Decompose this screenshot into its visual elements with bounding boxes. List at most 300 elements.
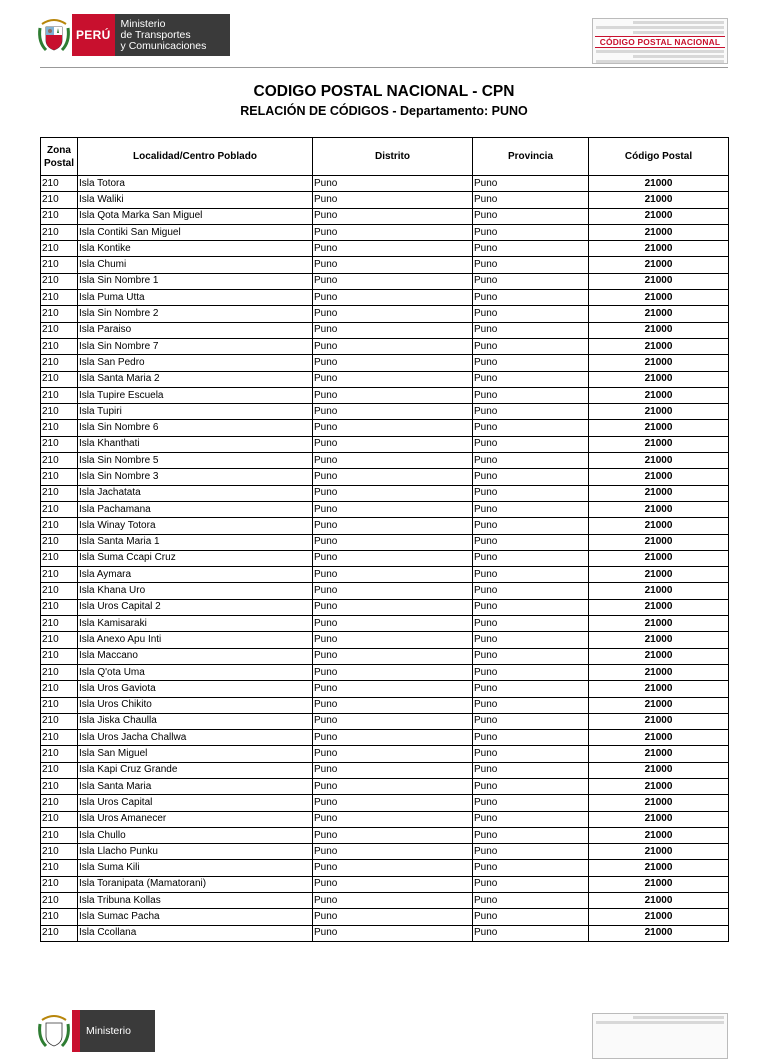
cell-codigo-postal: 21000 [589,811,729,827]
cell-provincia: Puno [473,192,589,208]
cell-distrito: Puno [313,599,473,615]
cell-distrito: Puno [313,713,473,729]
cell-distrito: Puno [313,664,473,680]
document-title: CODIGO POSTAL NACIONAL - CPN [253,83,515,100]
cell-distrito: Puno [313,876,473,892]
cell-provincia: Puno [473,632,589,648]
postal-code-table [40,137,729,942]
table-row [41,893,729,909]
cell-distrito: Puno [313,697,473,713]
cell-localidad: Isla San Pedro [78,355,313,371]
table-row [41,322,729,338]
cell-provincia: Puno [473,485,589,501]
cell-zona-postal: 210 [41,746,78,762]
cell-zona-postal: 210 [41,860,78,876]
cell-localidad: Isla Paraiso [78,322,313,338]
cell-codigo-postal: 21000 [589,876,729,892]
cell-localidad: Isla Santa Maria 2 [78,371,313,387]
cell-zona-postal: 210 [41,355,78,371]
cell-provincia: Puno [473,795,589,811]
cell-codigo-postal: 21000 [589,257,729,273]
cell-zona-postal: 210 [41,322,78,338]
cell-zona-postal: 210 [41,795,78,811]
cell-zona-postal: 210 [41,567,78,583]
table-row [41,306,729,322]
ministry-name-line: Ministerio [86,1024,131,1037]
cell-codigo-postal: 21000 [589,534,729,550]
table-row [41,355,729,371]
cell-provincia: Puno [473,599,589,615]
cell-distrito: Puno [313,860,473,876]
table-row [41,453,729,469]
next-page-header [0,1004,768,1037]
cell-distrito: Puno [313,501,473,517]
cell-distrito: Puno [313,534,473,550]
cell-localidad: Isla Sin Nombre 3 [78,469,313,485]
cell-localidad: Isla Sumac Pacha [78,909,313,925]
cell-codigo-postal: 21000 [589,893,729,909]
table-row [41,273,729,289]
cell-provincia: Puno [473,746,589,762]
cell-codigo-postal: 21000 [589,322,729,338]
cell-localidad: Isla Pachamana [78,501,313,517]
cell-distrito: Puno [313,224,473,240]
cell-codigo-postal: 21000 [589,713,729,729]
table-row [41,697,729,713]
table-row [41,778,729,794]
cell-provincia: Puno [473,241,589,257]
cell-codigo-postal: 21000 [589,387,729,403]
cell-provincia: Puno [473,534,589,550]
cell-zona-postal: 210 [41,697,78,713]
cell-distrito: Puno [313,616,473,632]
table-row [41,290,729,306]
cell-localidad: Isla Tupiri [78,404,313,420]
cell-codigo-postal: 21000 [589,681,729,697]
cell-zona-postal: 210 [41,371,78,387]
cell-distrito: Puno [313,583,473,599]
cell-codigo-postal: 21000 [589,550,729,566]
table-row [41,534,729,550]
cell-provincia: Puno [473,176,589,192]
cell-provincia: Puno [473,778,589,794]
cell-localidad: Isla Kamisaraki [78,616,313,632]
cell-localidad: Isla Sin Nombre 7 [78,338,313,354]
table-row [41,632,729,648]
column-header-localidad: Localidad/Centro Poblado [78,138,313,176]
table-row [41,730,729,746]
cell-zona-postal: 210 [41,893,78,909]
cell-provincia: Puno [473,583,589,599]
cell-codigo-postal: 21000 [589,371,729,387]
table-row [41,664,729,680]
cell-codigo-postal: 21000 [589,664,729,680]
cell-codigo-postal: 21000 [589,306,729,322]
table-row [41,925,729,941]
ministry-name [80,1010,155,1052]
cell-codigo-postal: 21000 [589,762,729,778]
country-label: PERÚ [72,14,115,56]
cell-provincia: Puno [473,713,589,729]
header-divider [40,67,728,68]
cell-zona-postal: 210 [41,420,78,436]
cell-zona-postal: 210 [41,616,78,632]
cell-localidad: Isla Santa Maria 1 [78,534,313,550]
column-header-codigo-postal: Código Postal [589,138,729,176]
cell-distrito: Puno [313,567,473,583]
table-row [41,827,729,843]
cell-provincia: Puno [473,925,589,941]
table-row [41,599,729,615]
cell-provincia: Puno [473,616,589,632]
cell-distrito: Puno [313,730,473,746]
cell-codigo-postal: 21000 [589,192,729,208]
cell-localidad: Isla Ccollana [78,925,313,941]
cell-zona-postal: 210 [41,257,78,273]
cell-zona-postal: 210 [41,241,78,257]
cell-localidad: Isla Totora [78,176,313,192]
cell-zona-postal: 210 [41,338,78,354]
cell-codigo-postal: 21000 [589,616,729,632]
cell-codigo-postal: 21000 [589,338,729,354]
cell-localidad: Isla Waliki [78,192,313,208]
cell-provincia: Puno [473,697,589,713]
table-row [41,501,729,517]
table-row [41,909,729,925]
cell-distrito: Puno [313,338,473,354]
table-row [41,583,729,599]
cell-codigo-postal: 21000 [589,778,729,794]
cell-distrito: Puno [313,778,473,794]
cell-zona-postal: 210 [41,599,78,615]
cell-localidad: Isla Jachatata [78,485,313,501]
cell-distrito: Puno [313,306,473,322]
cell-localidad: Isla Winay Totora [78,518,313,534]
ministry-name-line: y Comunicaciones [120,39,207,52]
cell-codigo-postal: 21000 [589,795,729,811]
cell-zona-postal: 210 [41,290,78,306]
cell-zona-postal: 210 [41,469,78,485]
cell-distrito: Puno [313,746,473,762]
cell-codigo-postal: 21000 [589,925,729,941]
cell-codigo-postal: 21000 [589,273,729,289]
cell-codigo-postal: 21000 [589,224,729,240]
cell-provincia: Puno [473,420,589,436]
table-row [41,371,729,387]
cell-localidad: Isla Toranipata (Mamatorani) [78,876,313,892]
cell-zona-postal: 210 [41,453,78,469]
cell-codigo-postal: 21000 [589,746,729,762]
cell-codigo-postal: 21000 [589,827,729,843]
table-row [41,616,729,632]
cell-localidad: Isla Khanthati [78,436,313,452]
table-row [41,208,729,224]
cell-codigo-postal: 21000 [589,469,729,485]
cell-codigo-postal: 21000 [589,436,729,452]
column-header-distrito: Distrito [313,138,473,176]
cell-provincia: Puno [473,501,589,517]
cell-zona-postal: 210 [41,681,78,697]
cell-localidad: Isla Q'ota Uma [78,664,313,680]
cell-distrito: Puno [313,436,473,452]
cell-codigo-postal: 21000 [589,583,729,599]
cell-zona-postal: 210 [41,844,78,860]
table-row [41,648,729,664]
cell-zona-postal: 210 [41,550,78,566]
cell-zona-postal: 210 [41,306,78,322]
cell-provincia: Puno [473,404,589,420]
cell-provincia: Puno [473,453,589,469]
cell-zona-postal: 210 [41,827,78,843]
cell-distrito: Puno [313,844,473,860]
cell-provincia: Puno [473,811,589,827]
cell-localidad: Isla Tupire Escuela [78,387,313,403]
table-row [41,876,729,892]
cell-localidad: Isla Sin Nombre 1 [78,273,313,289]
cell-provincia: Puno [473,306,589,322]
cell-distrito: Puno [313,893,473,909]
cell-zona-postal: 210 [41,583,78,599]
cell-distrito: Puno [313,632,473,648]
cell-localidad: Isla Maccano [78,648,313,664]
table-row [41,795,729,811]
table-row [41,518,729,534]
cell-codigo-postal: 21000 [589,518,729,534]
cell-zona-postal: 210 [41,192,78,208]
cell-localidad: Isla Khana Uro [78,583,313,599]
cell-codigo-postal: 21000 [589,208,729,224]
cell-provincia: Puno [473,518,589,534]
cell-localidad: Isla Chumi [78,257,313,273]
cell-localidad: Isla Llacho Punku [78,844,313,860]
cell-provincia: Puno [473,355,589,371]
cell-distrito: Puno [313,208,473,224]
cell-provincia: Puno [473,208,589,224]
cell-zona-postal: 210 [41,648,78,664]
cell-distrito: Puno [313,795,473,811]
column-header-provincia: Provincia [473,138,589,176]
cpn-stamp [592,1013,728,1059]
cell-codigo-postal: 21000 [589,420,729,436]
cell-codigo-postal: 21000 [589,241,729,257]
cell-provincia: Puno [473,909,589,925]
cell-provincia: Puno [473,827,589,843]
cpn-stamp-label: CÓDIGO POSTAL NACIONAL [595,36,725,48]
cell-localidad: Isla Sin Nombre 6 [78,420,313,436]
cell-codigo-postal: 21000 [589,290,729,306]
table-row [41,746,729,762]
ministry-logo [36,1010,155,1052]
cell-localidad: Isla Qota Marka San Miguel [78,208,313,224]
document-subtitle: RELACIÓN DE CÓDIGOS - Departamento: PUNO [240,104,528,118]
cell-zona-postal: 210 [41,664,78,680]
cell-zona-postal: 210 [41,518,78,534]
cell-zona-postal: 210 [41,436,78,452]
cell-codigo-postal: 21000 [589,632,729,648]
cell-localidad: Isla Uros Capital [78,795,313,811]
cell-distrito: Puno [313,322,473,338]
table-row [41,420,729,436]
table-row [41,176,729,192]
table-row [41,338,729,354]
cell-distrito: Puno [313,420,473,436]
cell-provincia: Puno [473,876,589,892]
cell-localidad: Isla Santa Maria [78,778,313,794]
table-row [41,762,729,778]
cell-codigo-postal: 21000 [589,453,729,469]
cell-zona-postal: 210 [41,534,78,550]
cell-codigo-postal: 21000 [589,501,729,517]
cell-codigo-postal: 21000 [589,730,729,746]
ministry-name-line: de Transportes [120,28,191,41]
cell-provincia: Puno [473,257,589,273]
cell-codigo-postal: 21000 [589,355,729,371]
cell-codigo-postal: 21000 [589,567,729,583]
cell-zona-postal: 210 [41,713,78,729]
cell-provincia: Puno [473,322,589,338]
cell-distrito: Puno [313,176,473,192]
cell-zona-postal: 210 [41,273,78,289]
cell-zona-postal: 210 [41,176,78,192]
table-row [41,436,729,452]
cell-localidad: Isla Kapi Cruz Grande [78,762,313,778]
cell-codigo-postal: 21000 [589,485,729,501]
cell-zona-postal: 210 [41,909,78,925]
cell-provincia: Puno [473,730,589,746]
coat-of-arms-icon [36,1010,72,1052]
cell-codigo-postal: 21000 [589,176,729,192]
cell-provincia: Puno [473,436,589,452]
cell-localidad: Isla Uros Capital 2 [78,599,313,615]
cell-distrito: Puno [313,681,473,697]
cell-codigo-postal: 21000 [589,697,729,713]
cell-zona-postal: 210 [41,501,78,517]
cell-provincia: Puno [473,338,589,354]
cell-distrito: Puno [313,518,473,534]
ministry-name-line: Ministerio [120,17,166,30]
cell-localidad: Isla Suma Ccapi Cruz [78,550,313,566]
cell-zona-postal: 210 [41,730,78,746]
cell-localidad: Isla Kontike [78,241,313,257]
table-row [41,387,729,403]
cell-localidad: Isla Anexo Apu Inti [78,632,313,648]
cell-zona-postal: 210 [41,778,78,794]
table-row [41,224,729,240]
cell-localidad: Isla Uros Amanecer [78,811,313,827]
cell-distrito: Puno [313,469,473,485]
cell-codigo-postal: 21000 [589,860,729,876]
cell-zona-postal: 210 [41,811,78,827]
cell-distrito: Puno [313,453,473,469]
table-row [41,469,729,485]
table-row [41,567,729,583]
cell-distrito: Puno [313,290,473,306]
cell-localidad: Isla San Miguel [78,746,313,762]
cell-provincia: Puno [473,762,589,778]
cell-localidad: Isla Tribuna Kollas [78,893,313,909]
cell-distrito: Puno [313,925,473,941]
cell-zona-postal: 210 [41,387,78,403]
cell-provincia: Puno [473,844,589,860]
table-row [41,485,729,501]
cell-zona-postal: 210 [41,224,78,240]
cell-localidad: Isla Chullo [78,827,313,843]
cell-distrito: Puno [313,827,473,843]
table-header-row [41,138,729,176]
cell-zona-postal: 210 [41,485,78,501]
cell-distrito: Puno [313,404,473,420]
table-row [41,192,729,208]
cell-provincia: Puno [473,371,589,387]
cell-localidad: Isla Aymara [78,567,313,583]
ministry-name [115,14,231,56]
coat-of-arms-icon [36,14,72,56]
table-row [41,681,729,697]
cell-distrito: Puno [313,909,473,925]
cell-codigo-postal: 21000 [589,909,729,925]
cell-codigo-postal: 21000 [589,844,729,860]
cell-distrito: Puno [313,387,473,403]
cell-localidad: Isla Puma Utta [78,290,313,306]
country-label [72,1010,80,1052]
cell-zona-postal: 210 [41,925,78,941]
cell-distrito: Puno [313,371,473,387]
table-row [41,860,729,876]
cell-codigo-postal: 21000 [589,404,729,420]
table-row [41,844,729,860]
cell-provincia: Puno [473,550,589,566]
cell-distrito: Puno [313,762,473,778]
page-header [0,0,768,68]
cell-distrito: Puno [313,550,473,566]
cell-localidad: Isla Sin Nombre 5 [78,453,313,469]
cell-provincia: Puno [473,387,589,403]
table-row [41,241,729,257]
cell-distrito: Puno [313,241,473,257]
cell-zona-postal: 210 [41,404,78,420]
cell-distrito: Puno [313,273,473,289]
cell-provincia: Puno [473,893,589,909]
table-row [41,550,729,566]
cell-distrito: Puno [313,485,473,501]
table-row [41,811,729,827]
cell-distrito: Puno [313,192,473,208]
cell-localidad: Isla Uros Chikito [78,697,313,713]
cell-codigo-postal: 21000 [589,648,729,664]
ministry-logo [36,14,230,56]
cell-provincia: Puno [473,290,589,306]
cell-provincia: Puno [473,273,589,289]
column-header-zona-postal: Zona Postal [41,138,78,176]
cell-zona-postal: 210 [41,762,78,778]
table-row [41,713,729,729]
cell-localidad: Isla Uros Gaviota [78,681,313,697]
cell-distrito: Puno [313,811,473,827]
cell-localidad: Isla Sin Nombre 2 [78,306,313,322]
cell-distrito: Puno [313,648,473,664]
cell-localidad: Isla Contiki San Miguel [78,224,313,240]
cell-distrito: Puno [313,257,473,273]
cell-provincia: Puno [473,860,589,876]
cell-localidad: Isla Jiska Chaulla [78,713,313,729]
table-row [41,404,729,420]
cell-provincia: Puno [473,648,589,664]
cell-localidad: Isla Suma Kili [78,860,313,876]
cell-provincia: Puno [473,224,589,240]
cell-codigo-postal: 21000 [589,599,729,615]
cell-localidad: Isla Uros Jacha Challwa [78,730,313,746]
table-row [41,257,729,273]
